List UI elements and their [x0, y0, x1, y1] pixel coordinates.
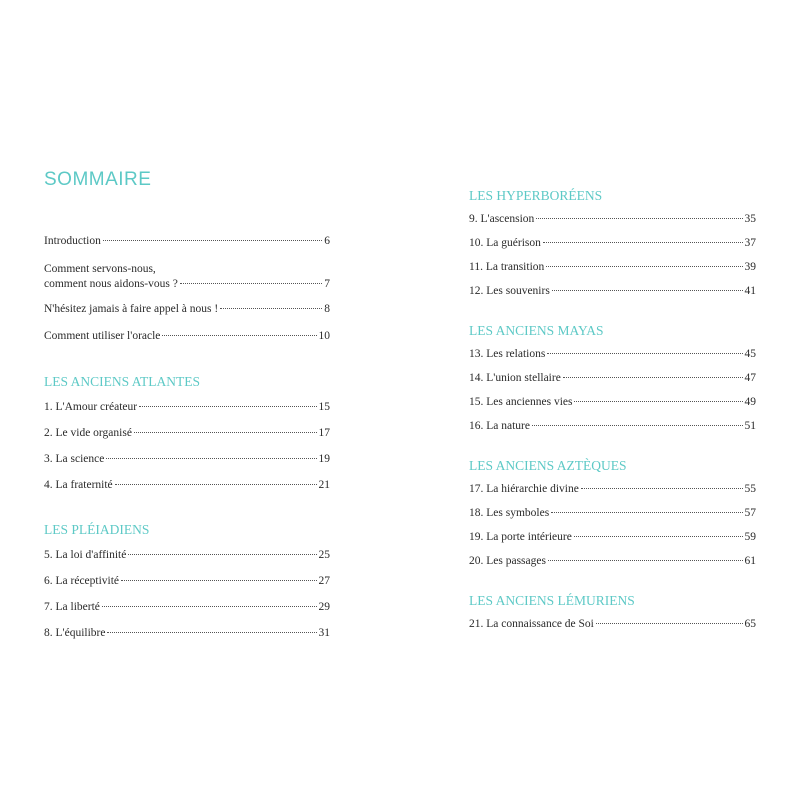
- entry-text: Introduction: [44, 235, 101, 247]
- leader-dots: [103, 240, 322, 241]
- entry-text: 20. Les passages: [469, 555, 546, 567]
- toc-entry: [469, 419, 756, 434]
- entry-text: 12. Les souvenirs: [469, 285, 550, 297]
- toc-entry: [469, 371, 756, 386]
- entry-text: 21. La connaissance de Soi: [469, 618, 594, 630]
- leader-dots: [574, 401, 742, 402]
- entry-page: 59: [744, 531, 756, 543]
- toc-entry: [469, 554, 756, 569]
- section-anciens-atlantes: [44, 372, 330, 493]
- entry-page: 45: [744, 348, 756, 360]
- entry-text: 17. La hiérarchie divine: [469, 483, 579, 495]
- entry-page: 35: [744, 213, 756, 225]
- leader-dots: [551, 512, 742, 513]
- entry-page: 7: [324, 278, 330, 290]
- page-title: SOMMAIRE: [44, 169, 152, 190]
- toc-entry: [44, 400, 330, 415]
- entry-text: 16. La nature: [469, 420, 530, 432]
- leader-dots: [547, 353, 742, 354]
- toc-entry: [44, 478, 330, 493]
- entry-text: 13. Les relations: [469, 348, 546, 360]
- entry-text: 8. L'équilibre: [44, 627, 106, 639]
- entry-page: 8: [324, 303, 330, 315]
- toc-entry: [44, 626, 330, 641]
- toc-entry: [469, 347, 756, 362]
- entry-text: 2. Le vide organisé: [44, 427, 132, 439]
- toc-entry: [469, 530, 756, 545]
- toc-entry: [44, 426, 330, 441]
- left-column: [44, 168, 330, 652]
- toc-entry: [469, 236, 756, 251]
- leader-dots: [563, 377, 743, 378]
- toc-entry: [469, 395, 756, 410]
- toc-entry-multiline: [44, 261, 330, 292]
- leader-dots: [543, 242, 743, 243]
- entry-page: 6: [324, 235, 330, 247]
- toc-entry: [469, 212, 756, 227]
- toc-entry: [44, 277, 330, 292]
- leader-dots: [134, 432, 317, 433]
- entry-page: 51: [744, 420, 756, 432]
- leader-dots: [548, 560, 743, 561]
- toc-entry: [469, 284, 756, 299]
- entry-text: N'hésitez jamais à faire appel à nous !: [44, 303, 219, 315]
- entry-page: 47: [744, 372, 756, 384]
- leader-dots: [532, 425, 743, 426]
- toc-entry: [469, 260, 756, 275]
- section-anciens-azteques: [469, 456, 756, 569]
- entry-text: 7. La liberté: [44, 601, 100, 613]
- entry-page: 31: [318, 627, 330, 639]
- leader-dots: [180, 283, 322, 284]
- toc-entry: [469, 506, 756, 521]
- entry-text: 11. La transition: [469, 261, 545, 273]
- section-hyperboreens: [469, 186, 756, 299]
- toc-entry: [44, 302, 330, 317]
- leader-dots: [107, 632, 316, 633]
- leader-dots: [552, 290, 743, 291]
- section-heading: LES PLÉIADIENS: [44, 522, 150, 537]
- entry-text: comment nous aidons-vous ?: [44, 278, 178, 290]
- entry-text: 15. Les anciennes vies: [469, 396, 573, 408]
- entry-page: 39: [744, 261, 756, 273]
- toc-entry: [44, 234, 330, 249]
- entry-page: 21: [318, 479, 330, 491]
- entry-text-line1: Comment servons-nous,: [44, 263, 156, 275]
- entry-text: 10. La guérison: [469, 237, 541, 249]
- entry-page: 65: [744, 618, 756, 630]
- entry-page: 19: [318, 453, 330, 465]
- section-anciens-mayas: [469, 321, 756, 434]
- entry-page: 61: [744, 555, 756, 567]
- leader-dots: [121, 580, 316, 581]
- entry-page: 27: [318, 575, 330, 587]
- leader-dots: [574, 536, 743, 537]
- right-column: [469, 186, 756, 654]
- toc-entry: [44, 452, 330, 467]
- entry-text: 14. L'union stellaire: [469, 372, 561, 384]
- entry-page: 55: [744, 483, 756, 495]
- section-heading: LES ANCIENS LÉMURIENS: [469, 593, 635, 608]
- toc-entry: [44, 548, 330, 563]
- entry-page: 37: [744, 237, 756, 249]
- leader-dots: [102, 606, 317, 607]
- leader-dots: [162, 335, 316, 336]
- toc-entry: [44, 329, 330, 344]
- entry-page: 41: [744, 285, 756, 297]
- entry-text: 1. L'Amour créateur: [44, 401, 138, 413]
- toc-entry: [469, 482, 756, 497]
- entry-page: 10: [318, 330, 330, 342]
- toc-entry: [44, 574, 330, 589]
- section-heading: LES ANCIENS ATLANTES: [44, 374, 201, 389]
- entry-text: 9. L'ascension: [469, 213, 535, 225]
- entry-text: 5. La loi d'affinité: [44, 549, 127, 561]
- leader-dots: [536, 218, 742, 219]
- toc-entry: [44, 600, 330, 615]
- section-heading: LES ANCIENS MAYAS: [469, 323, 604, 338]
- leader-dots: [106, 458, 316, 459]
- leader-dots: [220, 308, 322, 309]
- entry-page: 49: [744, 396, 756, 408]
- toc-entry: [469, 617, 756, 632]
- leader-dots: [581, 488, 743, 489]
- entry-text: 19. La porte intérieure: [469, 531, 572, 543]
- entry-text: 18. Les symboles: [469, 507, 550, 519]
- section-anciens-lemuriens: [469, 591, 756, 632]
- leader-dots: [128, 554, 316, 555]
- leader-dots: [546, 266, 742, 267]
- entry-page: 15: [318, 401, 330, 413]
- section-heading: LES HYPERBORÉENS: [469, 188, 603, 203]
- leader-dots: [596, 623, 743, 624]
- entry-page: 57: [744, 507, 756, 519]
- entry-page: 17: [318, 427, 330, 439]
- section-heading: LES ANCIENS AZTÈQUES: [469, 458, 627, 473]
- leader-dots: [115, 484, 317, 485]
- entry-page: 29: [318, 601, 330, 613]
- entry-text: 3. La science: [44, 453, 105, 465]
- leader-dots: [139, 406, 316, 407]
- entry-page: 25: [318, 549, 330, 561]
- entry-text: 6. La réceptivité: [44, 575, 120, 587]
- entry-text: Comment utiliser l'oracle: [44, 330, 161, 342]
- intro-block: [44, 234, 330, 344]
- section-pleiadiens: [44, 520, 330, 641]
- entry-text: 4. La fraternité: [44, 479, 113, 491]
